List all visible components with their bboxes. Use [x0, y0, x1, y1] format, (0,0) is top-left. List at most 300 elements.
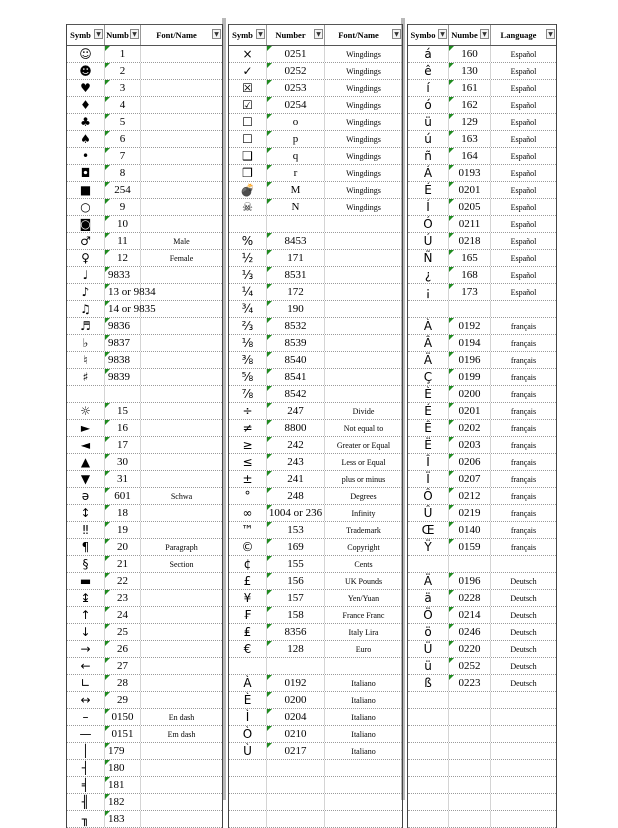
name-cell[interactable]	[141, 471, 222, 487]
number-cell[interactable]: 172	[267, 284, 325, 300]
number-cell[interactable]: 11	[105, 233, 141, 249]
number-cell[interactable]: 8800	[267, 420, 325, 436]
symbol-cell[interactable]: ⅝	[229, 369, 267, 385]
number-cell[interactable]: 25	[105, 624, 141, 640]
number-cell[interactable]: 16	[105, 420, 141, 436]
name-cell[interactable]: français	[510, 440, 537, 450]
filter-dropdown-icon[interactable]: ▼	[314, 29, 323, 39]
number-cell[interactable]: 9	[105, 199, 141, 215]
symbol-cell[interactable]: ♫	[67, 301, 105, 317]
symbol-cell[interactable]: ∞	[229, 505, 267, 521]
name-cell[interactable]	[141, 760, 222, 776]
symbol-cell[interactable]: Ê	[408, 420, 449, 436]
number-cell[interactable]: 8532	[267, 318, 325, 334]
name-cell[interactable]: Wingdings	[346, 66, 381, 76]
symbol-cell[interactable]: %	[229, 233, 267, 249]
symbol-cell[interactable]	[229, 760, 267, 776]
number-cell[interactable]: 128	[267, 641, 325, 657]
name-cell[interactable]	[491, 692, 556, 708]
number-cell[interactable]: 28	[105, 675, 141, 691]
name-cell[interactable]	[141, 318, 222, 334]
name-cell[interactable]: Trademark	[346, 525, 381, 535]
number-cell[interactable]: 179	[105, 743, 141, 759]
symbol-cell[interactable]: ú	[408, 131, 449, 147]
symbol-cell[interactable]: ♪	[67, 284, 105, 300]
name-cell[interactable]: Wingdings	[346, 168, 381, 178]
number-cell[interactable]: 30	[105, 454, 141, 470]
name-cell[interactable]: Español	[510, 66, 537, 76]
name-cell[interactable]	[141, 284, 222, 300]
number-cell[interactable]	[267, 658, 325, 674]
name-cell[interactable]: Wingdings	[346, 151, 381, 161]
filter-dropdown-icon[interactable]: ▼	[480, 29, 489, 39]
name-cell[interactable]	[325, 794, 402, 810]
name-cell[interactable]: Español	[510, 185, 537, 195]
number-cell[interactable]: 0193	[449, 165, 491, 181]
name-cell[interactable]	[325, 267, 402, 283]
number-cell[interactable]: 173	[449, 284, 491, 300]
number-cell[interactable]: 8	[105, 165, 141, 181]
name-cell[interactable]: français	[510, 406, 537, 416]
symbol-cell[interactable]	[67, 386, 105, 402]
name-cell[interactable]	[491, 726, 556, 742]
symbol-cell[interactable]: ↔	[67, 692, 105, 708]
number-cell[interactable]: 19	[105, 522, 141, 538]
symbol-cell[interactable]	[229, 777, 267, 793]
symbol-cell[interactable]: £	[229, 573, 267, 589]
name-cell[interactable]	[141, 743, 222, 759]
number-cell[interactable]: 0217	[267, 743, 325, 759]
name-cell[interactable]	[141, 97, 222, 113]
symbol-cell[interactable]: │	[67, 743, 105, 759]
name-cell[interactable]: Español	[510, 219, 537, 229]
name-cell[interactable]: Euro	[355, 644, 372, 654]
number-cell[interactable]: 130	[449, 63, 491, 79]
number-cell[interactable]: 254	[105, 182, 141, 198]
symbol-cell[interactable]: ⅛	[229, 335, 267, 351]
name-cell[interactable]: Deutsch	[510, 593, 537, 603]
name-cell[interactable]	[325, 760, 402, 776]
filter-dropdown-icon[interactable]: ▼	[94, 29, 103, 39]
symbol-cell[interactable]: ♀	[67, 250, 105, 266]
symbol-cell[interactable]: Ÿ	[408, 539, 449, 555]
symbol-cell[interactable]	[229, 811, 267, 827]
symbol-cell[interactable]: ╖	[67, 811, 105, 827]
number-cell[interactable]: 0204	[267, 709, 325, 725]
name-cell[interactable]	[491, 777, 556, 793]
number-cell[interactable]: 13 or 9834	[105, 284, 141, 300]
symbol-cell[interactable]: →	[67, 641, 105, 657]
name-cell[interactable]	[325, 386, 402, 402]
symbol-cell[interactable]: Ç	[408, 369, 449, 385]
name-cell[interactable]: Wingdings	[346, 49, 381, 59]
symbol-cell[interactable]	[408, 301, 449, 317]
symbol-cell[interactable]: À	[229, 675, 267, 691]
number-cell[interactable]: 163	[449, 131, 491, 147]
number-cell[interactable]: 0199	[449, 369, 491, 385]
symbol-cell[interactable]: 💣	[229, 182, 267, 198]
symbol-cell[interactable]: ☑	[229, 97, 267, 113]
name-cell[interactable]: Italiano	[351, 695, 376, 705]
number-cell[interactable]	[267, 777, 325, 793]
number-cell[interactable]: 9838	[105, 352, 141, 368]
symbol-cell[interactable]: ☐	[229, 114, 267, 130]
name-cell[interactable]: Not equal to	[343, 423, 384, 433]
symbol-cell[interactable]: ■	[67, 182, 105, 198]
number-cell[interactable]: 2	[105, 63, 141, 79]
name-cell[interactable]: France Franc	[342, 610, 385, 620]
symbol-cell[interactable]: Ì	[229, 709, 267, 725]
symbol-cell[interactable]: ≠	[229, 420, 267, 436]
name-cell[interactable]	[141, 403, 222, 419]
number-cell[interactable]: N	[267, 199, 325, 215]
number-cell[interactable]: 6	[105, 131, 141, 147]
symbol-cell[interactable]: ♩	[67, 267, 105, 283]
number-cell[interactable]: 157	[267, 590, 325, 606]
name-cell[interactable]: Greater or Equal	[336, 440, 391, 450]
number-cell[interactable]: 168	[449, 267, 491, 283]
number-cell[interactable]: 0192	[267, 675, 325, 691]
name-cell[interactable]: français	[510, 474, 537, 484]
symbol-cell[interactable]: ♣	[67, 114, 105, 130]
name-cell[interactable]	[491, 556, 556, 572]
name-cell[interactable]	[325, 658, 402, 674]
symbol-cell[interactable]: ±	[229, 471, 267, 487]
symbol-cell[interactable]: ♦	[67, 97, 105, 113]
number-cell[interactable]: 0192	[449, 318, 491, 334]
number-cell[interactable]: 190	[267, 301, 325, 317]
name-cell[interactable]	[491, 794, 556, 810]
name-cell[interactable]	[491, 709, 556, 725]
name-cell[interactable]: Less or Equal	[341, 457, 386, 467]
symbol-cell[interactable]: ☒	[229, 80, 267, 96]
symbol-cell[interactable]	[408, 743, 449, 759]
number-cell[interactable]: 248	[267, 488, 325, 504]
number-cell[interactable]	[449, 794, 491, 810]
name-cell[interactable]	[141, 777, 222, 793]
number-cell[interactable]: 12	[105, 250, 141, 266]
symbol-cell[interactable]: Ò	[229, 726, 267, 742]
number-cell[interactable]: 18	[105, 505, 141, 521]
number-cell[interactable]: 8356	[267, 624, 325, 640]
name-cell[interactable]: Yen/Yuan	[347, 593, 380, 603]
name-cell[interactable]	[491, 760, 556, 776]
number-cell[interactable]: 4	[105, 97, 141, 113]
name-cell[interactable]	[141, 522, 222, 538]
symbol-cell[interactable]: ◄	[67, 437, 105, 453]
name-cell[interactable]: Español	[510, 168, 537, 178]
name-cell[interactable]: Deutsch	[510, 644, 537, 654]
name-cell[interactable]	[141, 131, 222, 147]
number-cell[interactable]: 5	[105, 114, 141, 130]
symbol-cell[interactable]: Ä	[408, 352, 449, 368]
filter-dropdown-icon[interactable]: ▼	[256, 29, 265, 39]
name-cell[interactable]	[141, 80, 222, 96]
symbol-cell[interactable]: Â	[408, 335, 449, 351]
number-cell[interactable]	[449, 709, 491, 725]
name-cell[interactable]	[141, 335, 222, 351]
number-cell[interactable]: 0253	[267, 80, 325, 96]
symbol-cell[interactable]: Ô	[408, 488, 449, 504]
filter-dropdown-icon[interactable]: ▼	[130, 29, 139, 39]
name-cell[interactable]	[141, 641, 222, 657]
symbol-cell[interactable]: ∟	[67, 675, 105, 691]
number-cell[interactable]	[449, 726, 491, 742]
number-cell[interactable]: 0203	[449, 437, 491, 453]
symbol-cell[interactable]: ┤	[67, 760, 105, 776]
name-cell[interactable]	[141, 607, 222, 623]
name-cell[interactable]	[141, 437, 222, 453]
name-cell[interactable]: Copyright	[347, 542, 380, 552]
number-cell[interactable]: 20	[105, 539, 141, 555]
number-cell[interactable]: 10	[105, 216, 141, 232]
symbol-cell[interactable]: Ú	[408, 233, 449, 249]
name-cell[interactable]: Wingdings	[346, 83, 381, 93]
symbol-cell[interactable]: ►	[67, 420, 105, 436]
name-cell[interactable]	[141, 301, 222, 317]
number-cell[interactable]: 182	[105, 794, 141, 810]
name-cell[interactable]: français	[510, 389, 537, 399]
number-cell[interactable]: 0196	[449, 352, 491, 368]
number-cell[interactable]: 183	[105, 811, 141, 827]
number-cell[interactable]: 0150	[105, 709, 141, 725]
name-cell[interactable]	[325, 284, 402, 300]
name-cell[interactable]: Deutsch	[510, 678, 537, 688]
symbol-cell[interactable]	[229, 216, 267, 232]
symbol-cell[interactable]: Ï	[408, 471, 449, 487]
symbol-cell[interactable]: Í	[408, 199, 449, 215]
name-cell[interactable]: Italiano	[351, 678, 376, 688]
symbol-cell[interactable]: ♯	[67, 369, 105, 385]
symbol-cell[interactable]: Ó	[408, 216, 449, 232]
symbol-cell[interactable]: ☠	[229, 199, 267, 215]
symbol-cell[interactable]: Ù	[229, 743, 267, 759]
number-cell[interactable]: 8453	[267, 233, 325, 249]
symbol-cell[interactable]: ₣	[229, 607, 267, 623]
symbol-cell[interactable]: ×	[229, 46, 267, 62]
name-cell[interactable]	[141, 46, 222, 62]
symbol-cell[interactable]: ▼	[67, 471, 105, 487]
number-cell[interactable]: 17	[105, 437, 141, 453]
symbol-cell[interactable]	[408, 556, 449, 572]
name-cell[interactable]: Italiano	[351, 712, 376, 722]
number-cell[interactable]	[449, 692, 491, 708]
symbol-cell[interactable]	[408, 692, 449, 708]
name-cell[interactable]: En dash	[168, 712, 195, 722]
number-cell[interactable]: 3	[105, 80, 141, 96]
number-cell[interactable]: 8531	[267, 267, 325, 283]
name-cell[interactable]: Section	[169, 559, 194, 569]
name-cell[interactable]: UK Pounds	[344, 576, 383, 586]
name-cell[interactable]: Español	[510, 151, 537, 161]
symbol-cell[interactable]: ◙	[67, 216, 105, 232]
symbol-cell[interactable]: Ü	[408, 641, 449, 657]
name-cell[interactable]	[325, 335, 402, 351]
symbol-cell[interactable]: ❑	[229, 148, 267, 164]
number-cell[interactable]: 0200	[449, 386, 491, 402]
number-cell[interactable]: 162	[449, 97, 491, 113]
symbol-cell[interactable]: ♥	[67, 80, 105, 96]
name-cell[interactable]	[325, 233, 402, 249]
symbol-cell[interactable]: ☻	[67, 63, 105, 79]
symbol-cell[interactable]: ½	[229, 250, 267, 266]
name-cell[interactable]	[141, 165, 222, 181]
number-cell[interactable]: 9836	[105, 318, 141, 334]
symbol-cell[interactable]: í	[408, 80, 449, 96]
symbol-cell[interactable]: Á	[408, 165, 449, 181]
filter-dropdown-icon[interactable]: ▼	[546, 29, 555, 39]
symbol-cell[interactable]: ▬	[67, 573, 105, 589]
name-cell[interactable]	[141, 658, 222, 674]
name-cell[interactable]	[141, 573, 222, 589]
symbol-cell[interactable]: Ä	[408, 573, 449, 589]
name-cell[interactable]	[141, 811, 222, 827]
number-cell[interactable]: 0252	[449, 658, 491, 674]
symbol-cell[interactable]: ↓	[67, 624, 105, 640]
name-cell[interactable]: français	[510, 508, 537, 518]
number-cell[interactable]: 171	[267, 250, 325, 266]
number-cell[interactable]	[449, 556, 491, 572]
symbol-cell[interactable]	[408, 709, 449, 725]
number-cell[interactable]	[449, 743, 491, 759]
symbol-cell[interactable]	[229, 658, 267, 674]
name-cell[interactable]	[141, 505, 222, 521]
number-cell[interactable]	[105, 386, 141, 402]
symbol-cell[interactable]: ♠	[67, 131, 105, 147]
number-cell[interactable]: M	[267, 182, 325, 198]
number-cell[interactable]: 601	[105, 488, 141, 504]
number-cell[interactable]: 0140	[449, 522, 491, 538]
number-cell[interactable]: 242	[267, 437, 325, 453]
number-cell[interactable]	[267, 760, 325, 776]
symbol-cell[interactable]: ü	[408, 114, 449, 130]
symbol-cell[interactable]: ╢	[67, 794, 105, 810]
number-cell[interactable]: 0205	[449, 199, 491, 215]
number-cell[interactable]: 0212	[449, 488, 491, 504]
number-cell[interactable]: 31	[105, 471, 141, 487]
number-cell[interactable]: 0252	[267, 63, 325, 79]
number-cell[interactable]: 8541	[267, 369, 325, 385]
number-cell[interactable]: 164	[449, 148, 491, 164]
name-cell[interactable]: français	[510, 355, 537, 365]
symbol-cell[interactable]: ☺	[67, 46, 105, 62]
symbol-cell[interactable]	[408, 760, 449, 776]
name-cell[interactable]: Male	[173, 236, 190, 246]
symbol-cell[interactable]: Î	[408, 454, 449, 470]
symbol-cell[interactable]: ö	[408, 624, 449, 640]
symbol-cell[interactable]	[408, 794, 449, 810]
symbol-cell[interactable]: ♮	[67, 352, 105, 368]
number-cell[interactable]: 0210	[267, 726, 325, 742]
name-cell[interactable]: Deutsch	[510, 627, 537, 637]
number-cell[interactable]: 22	[105, 573, 141, 589]
symbol-cell[interactable]: ó	[408, 97, 449, 113]
number-cell[interactable]: 9839	[105, 369, 141, 385]
number-cell[interactable]	[449, 811, 491, 827]
symbol-cell[interactable]: ©	[229, 539, 267, 555]
name-cell[interactable]	[141, 590, 222, 606]
symbol-cell[interactable]: ü	[408, 658, 449, 674]
number-cell[interactable]	[449, 760, 491, 776]
name-cell[interactable]: français	[510, 338, 537, 348]
number-cell[interactable]: 8540	[267, 352, 325, 368]
name-cell[interactable]: Deutsch	[510, 610, 537, 620]
symbol-cell[interactable]: ™	[229, 522, 267, 538]
symbol-cell[interactable]: ↨	[67, 590, 105, 606]
number-cell[interactable]: 0223	[449, 675, 491, 691]
symbol-cell[interactable]: §	[67, 556, 105, 572]
number-cell[interactable]: 165	[449, 250, 491, 266]
name-cell[interactable]	[141, 454, 222, 470]
number-cell[interactable]: 155	[267, 556, 325, 572]
number-cell[interactable]: 0246	[449, 624, 491, 640]
name-cell[interactable]	[141, 420, 222, 436]
name-cell[interactable]: Degrees	[350, 491, 377, 501]
name-cell[interactable]: plus or minus	[341, 474, 386, 484]
symbol-cell[interactable]: €	[229, 641, 267, 657]
name-cell[interactable]: Paragraph	[165, 542, 198, 552]
number-cell[interactable]: 7	[105, 148, 141, 164]
name-cell[interactable]	[325, 318, 402, 334]
name-cell[interactable]	[141, 386, 222, 402]
symbol-cell[interactable]: Û	[408, 505, 449, 521]
number-cell[interactable]: 243	[267, 454, 325, 470]
number-cell[interactable]: 158	[267, 607, 325, 623]
symbol-cell[interactable]: ß	[408, 675, 449, 691]
number-cell[interactable]: 0228	[449, 590, 491, 606]
symbol-cell[interactable]: Ë	[408, 437, 449, 453]
symbol-cell[interactable]: É	[408, 403, 449, 419]
symbol-cell[interactable]: –	[67, 709, 105, 725]
symbol-cell[interactable]: ⅞	[229, 386, 267, 402]
number-cell[interactable]: 0214	[449, 607, 491, 623]
symbol-cell[interactable]: ¾	[229, 301, 267, 317]
symbol-cell[interactable]	[408, 777, 449, 793]
symbol-cell[interactable]: •	[67, 148, 105, 164]
number-cell[interactable]: 0159	[449, 539, 491, 555]
name-cell[interactable]: Español	[510, 49, 537, 59]
name-cell[interactable]	[325, 301, 402, 317]
name-cell[interactable]	[141, 352, 222, 368]
number-cell[interactable]: 180	[105, 760, 141, 776]
symbol-cell[interactable]: ⅜	[229, 352, 267, 368]
symbol-cell[interactable]: ä	[408, 590, 449, 606]
symbol-cell[interactable]: ✓	[229, 63, 267, 79]
name-cell[interactable]	[141, 692, 222, 708]
number-cell[interactable]: 161	[449, 80, 491, 96]
name-cell[interactable]: français	[510, 423, 537, 433]
symbol-cell[interactable]: ↑	[67, 607, 105, 623]
symbol-cell[interactable]: Ö	[408, 607, 449, 623]
symbol-cell[interactable]: È	[229, 692, 267, 708]
name-cell[interactable]	[141, 182, 222, 198]
number-cell[interactable]: 0151	[105, 726, 141, 742]
number-cell[interactable]: 153	[267, 522, 325, 538]
number-cell[interactable]	[267, 216, 325, 232]
symbol-cell[interactable]: ÷	[229, 403, 267, 419]
symbol-cell[interactable]: ♭	[67, 335, 105, 351]
name-cell[interactable]: Em dash	[167, 729, 196, 739]
name-cell[interactable]	[141, 624, 222, 640]
number-cell[interactable]: 0218	[449, 233, 491, 249]
name-cell[interactable]	[141, 199, 222, 215]
symbol-cell[interactable]: ¶	[67, 539, 105, 555]
name-cell[interactable]	[141, 675, 222, 691]
symbol-cell[interactable]: ◘	[67, 165, 105, 181]
symbol-cell[interactable]: á	[408, 46, 449, 62]
name-cell[interactable]	[141, 216, 222, 232]
symbol-cell[interactable]	[408, 726, 449, 742]
